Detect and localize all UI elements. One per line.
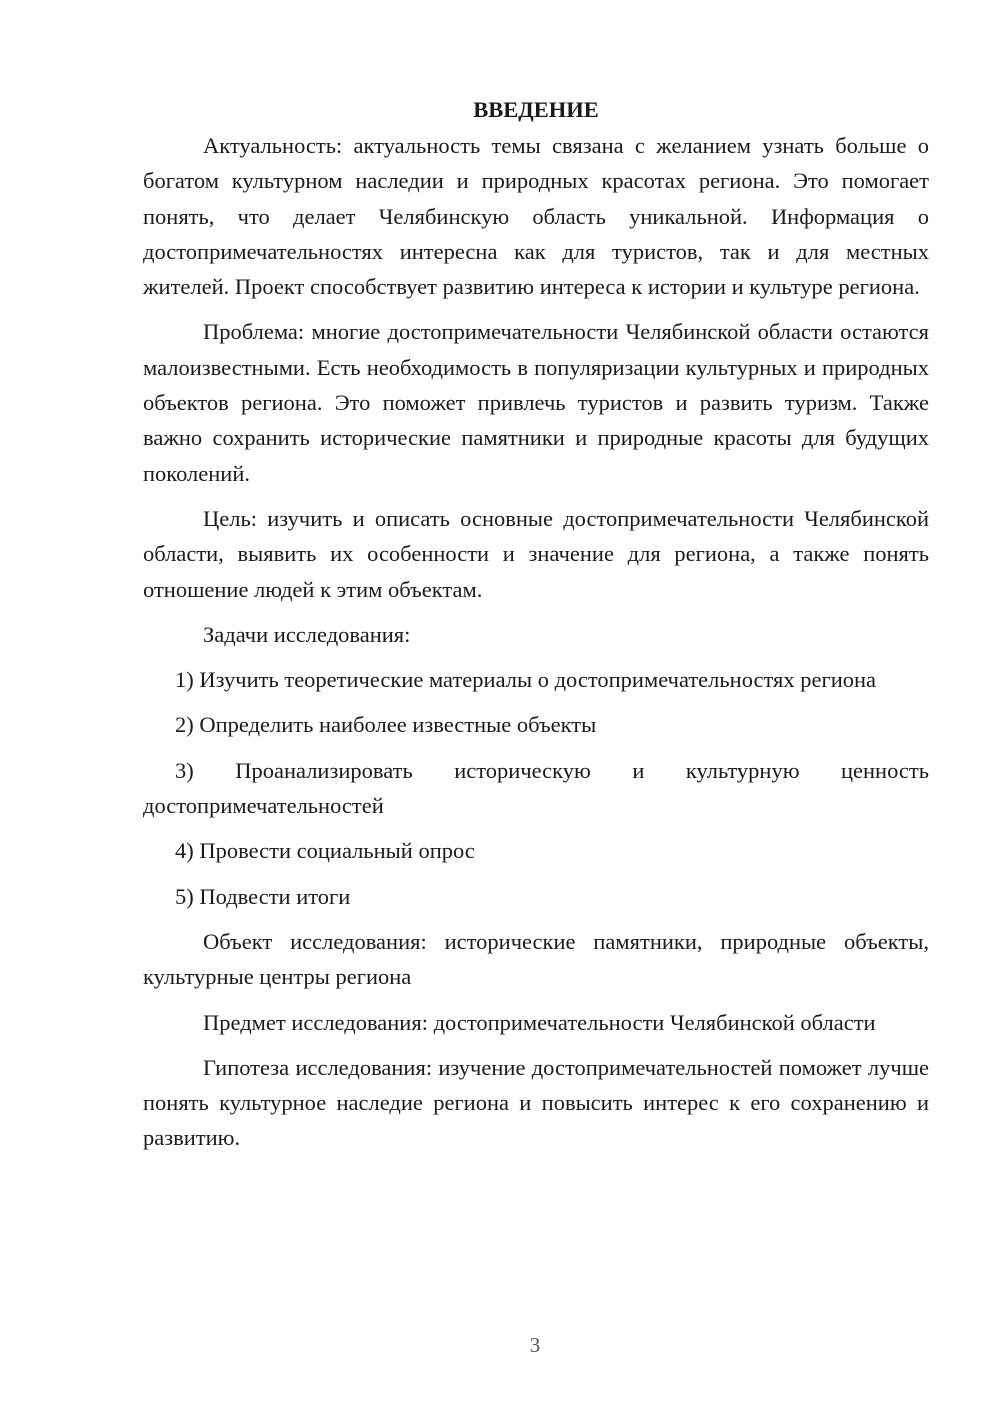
object-paragraph: Объект исследования: исторические памятники, природные объекты, культурные центры региона: [143, 928, 929, 990]
task-item: 3) Проанализировать историческую и культурную ценность достопримечательностей: [143, 757, 929, 819]
document-page: [143, 92, 929, 1156]
task-item: 2) Определить наиболее известные объекты: [175, 712, 597, 738]
hypothesis-paragraph: Гипотеза исследования: изучение достопримечательностей поможет лучше понять культурное наследие региона и повысить интерес к его сохранению и развитию.: [143, 1054, 929, 1151]
tasks-heading: Задачи исследования:: [203, 621, 411, 647]
task-item: 1) Изучить теоретические материалы о достопримечательностях региона: [175, 667, 877, 693]
goal-paragraph: Цель: изучить и описать основные достопримечательности Челябинской области, выявить их особенности и значение для региона, а также понять отношение людей к этим объектам.: [143, 505, 929, 602]
page-number: 3: [529, 1333, 541, 1357]
section-title: ВВЕДЕНИЕ: [473, 97, 599, 122]
subject-paragraph: Предмет исследования: достопримечательности Челябинской области: [203, 1009, 876, 1035]
problem-paragraph: Проблема: многие достопримечательности Челябинской области остаются малоизвестными. Есть необходимость в популяризации культурных и природных объектов региона. Это поможет привлечь туристов и развить туризм. Также важно сохранить исторические памятники и природные красоты для будущих поколений.: [143, 319, 929, 486]
task-item: 4) Провести социальный опрос: [175, 838, 475, 864]
relevance-paragraph: Актуальность: актуальность темы связана с желанием узнать больше о богатом культурном наследии и природных красотах региона. Это помогает понять, что делает Челябинскую область уникальной. Информация о достопримечательностях интересна как для туристов, так и для местных жителей. Проект способствует развитию интереса к истории и культуре региона.: [143, 133, 929, 300]
task-item: 5) Подвести итоги: [175, 883, 351, 909]
